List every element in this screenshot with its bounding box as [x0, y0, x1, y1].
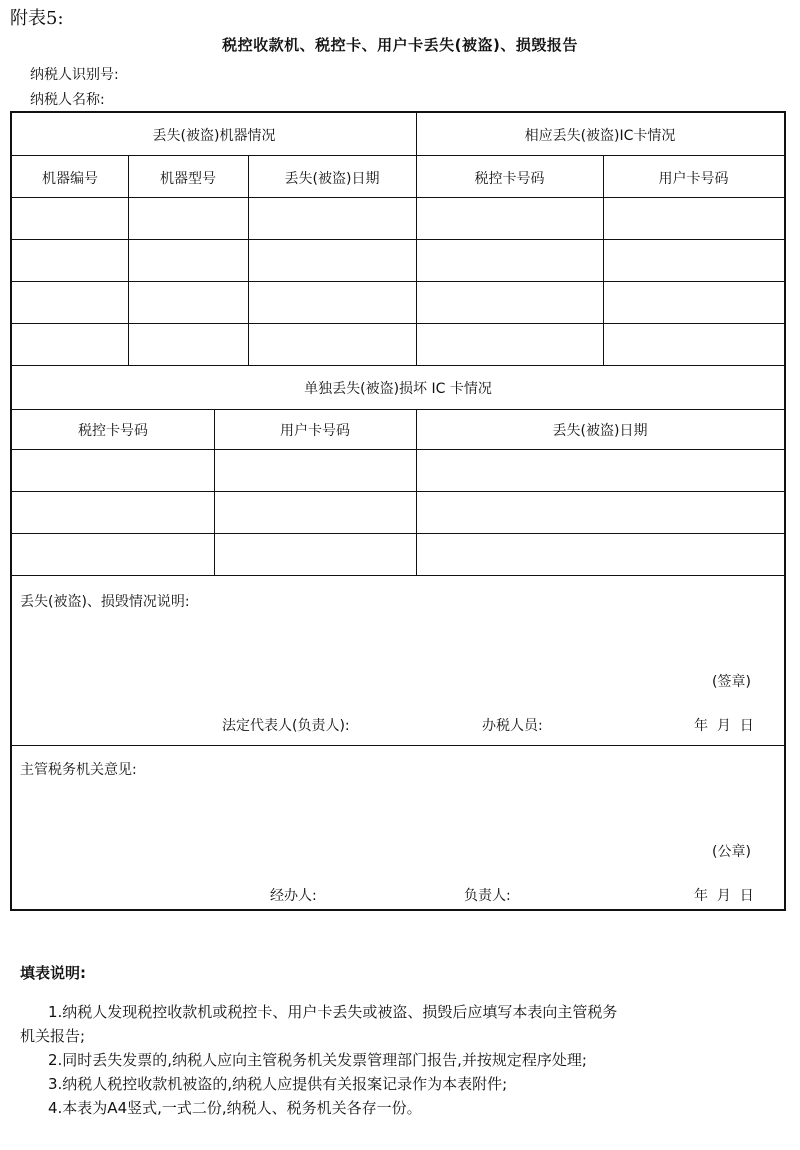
machine-loss-header: 丢失(被盗)机器情况: [152, 128, 276, 144]
ic-card-loss-header: 单独丢失(被盗)损坏 IC 卡情况: [304, 381, 492, 397]
report-title: 税控收款机、税控卡、用户卡丢失(被盗)、损毁报告: [222, 36, 578, 54]
col-card-tax-card-number: 税控卡号码: [78, 423, 148, 439]
instruction-item: 4.本表为A4竖式,一式二份,纳税人、税务机关各存一份。: [48, 1099, 422, 1117]
col-user-card-number: 用户卡号码: [658, 171, 729, 187]
instruction-item: 机关报告;: [20, 1027, 86, 1045]
instruction-item: 1.纳税人发现税控收款机或税控卡、用户卡丢失或被盗、损毁后应填写本表向主管税务: [48, 1003, 618, 1021]
responsible-label: 负责人:: [464, 888, 511, 904]
col-machine-number: 机器编号: [42, 171, 98, 187]
handler-label: 经办人:: [270, 888, 317, 904]
loss-explanation-label: 丢失(被盗)、损毁情况说明:: [20, 594, 190, 610]
authority-opinion-label: 主管税务机关意见:: [20, 762, 137, 778]
card-loss-header: 相应丢失(被盗)IC卡情况: [524, 128, 676, 144]
taxpayer-name-label: 纳税人名称:: [30, 92, 105, 108]
instruction-item: 3.纳税人税控收款机被盗的,纳税人应提供有关报案记录作为本表附件;: [48, 1075, 508, 1093]
report-form-table: [10, 111, 786, 911]
signature-seal: (签章): [712, 674, 751, 690]
col-card-loss-date: 丢失(被盗)日期: [552, 423, 648, 439]
col-tax-card-number: 税控卡号码: [474, 171, 545, 187]
instructions-title: 填表说明:: [20, 964, 86, 982]
tax-clerk-label: 办税人员:: [482, 718, 543, 734]
opinion-date-label: 年 月 日: [694, 888, 754, 904]
col-card-user-card-number: 用户卡号码: [280, 423, 350, 439]
col-machine-model: 机器型号: [160, 171, 216, 187]
instruction-item: 2.同时丢失发票的,纳税人应向主管税务机关发票管理部门报告,并按规定程序处理;: [48, 1051, 587, 1069]
loss-date-label: 年 月 日: [694, 718, 754, 734]
official-seal: (公章): [712, 844, 751, 860]
col-loss-date: 丢失(被盗)日期: [284, 171, 380, 187]
appendix-label: 附表5:: [10, 8, 64, 29]
legal-rep-label: 法定代表人(负责人):: [222, 718, 350, 734]
taxpayer-id-label: 纳税人识别号:: [30, 67, 119, 83]
